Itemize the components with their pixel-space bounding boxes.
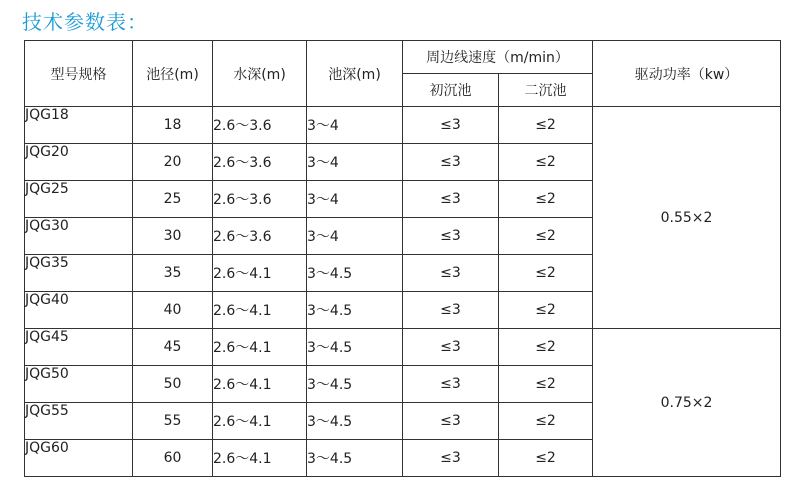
diameter-cell: 18: [133, 107, 213, 144]
diameter-cell: 35: [133, 255, 213, 292]
water-depth-cell: 2.6～4.1: [213, 292, 307, 329]
water-depth-cell: 2.6～4.1: [213, 440, 307, 477]
diameter-cell: 30: [133, 218, 213, 255]
power-cell: 0.75×2: [593, 329, 781, 477]
pool-depth-cell: 3～4: [307, 218, 403, 255]
primary-speed-cell: ≤3: [403, 144, 499, 181]
model-cell: JQG60: [25, 440, 133, 477]
diameter-cell: 40: [133, 292, 213, 329]
pool-depth-cell: 3～4.5: [307, 329, 403, 366]
model-cell: JQG55: [25, 403, 133, 440]
diameter-cell: 50: [133, 366, 213, 403]
table-row: [25, 107, 781, 144]
diameter-cell: 45: [133, 329, 213, 366]
pool-depth-cell: 3～4: [307, 181, 403, 218]
power-cell: 0.55×2: [593, 107, 781, 329]
header-pool-depth: 池深(m): [307, 41, 403, 107]
secondary-speed-cell: ≤2: [499, 329, 593, 366]
header-primary: 初沉池: [403, 74, 499, 107]
water-depth-cell: 2.6～3.6: [213, 181, 307, 218]
secondary-speed-cell: ≤2: [499, 144, 593, 181]
secondary-speed-cell: ≤2: [499, 255, 593, 292]
primary-speed-cell: ≤3: [403, 403, 499, 440]
pool-depth-cell: 3～4.5: [307, 292, 403, 329]
header-water-depth: 水深(m): [213, 41, 307, 107]
diameter-cell: 55: [133, 403, 213, 440]
water-depth-cell: 2.6～3.6: [213, 144, 307, 181]
model-cell: JQG25: [25, 181, 133, 218]
header-model: 型号规格: [25, 41, 133, 107]
water-depth-cell: 2.6～3.6: [213, 218, 307, 255]
primary-speed-cell: ≤3: [403, 440, 499, 477]
header-row: [25, 41, 781, 74]
model-cell: JQG20: [25, 144, 133, 181]
spec-table: [24, 40, 781, 477]
primary-speed-cell: ≤3: [403, 181, 499, 218]
water-depth-cell: 2.6～3.6: [213, 107, 307, 144]
water-depth-cell: 2.6～4.1: [213, 255, 307, 292]
primary-speed-cell: ≤3: [403, 255, 499, 292]
header-speed-group: 周边线速度（m/min）: [403, 41, 593, 74]
water-depth-cell: 2.6～4.1: [213, 329, 307, 366]
model-cell: JQG35: [25, 255, 133, 292]
pool-depth-cell: 3～4: [307, 107, 403, 144]
model-cell: JQG18: [25, 107, 133, 144]
pool-depth-cell: 3～4: [307, 144, 403, 181]
diameter-cell: 20: [133, 144, 213, 181]
model-cell: JQG50: [25, 366, 133, 403]
diameter-cell: 25: [133, 181, 213, 218]
secondary-speed-cell: ≤2: [499, 366, 593, 403]
diameter-cell: 60: [133, 440, 213, 477]
model-cell: JQG45: [25, 329, 133, 366]
page-title: 技术参数表：: [22, 10, 148, 34]
table-row: [25, 329, 781, 366]
pool-depth-cell: 3～4.5: [307, 255, 403, 292]
primary-speed-cell: ≤3: [403, 292, 499, 329]
water-depth-cell: 2.6～4.1: [213, 403, 307, 440]
primary-speed-cell: ≤3: [403, 329, 499, 366]
header-secondary: 二沉池: [499, 74, 593, 107]
secondary-speed-cell: ≤2: [499, 440, 593, 477]
pool-depth-cell: 3～4.5: [307, 403, 403, 440]
secondary-speed-cell: ≤2: [499, 292, 593, 329]
primary-speed-cell: ≤3: [403, 218, 499, 255]
pool-depth-cell: 3～4.5: [307, 366, 403, 403]
spec-table-body: [25, 107, 781, 477]
secondary-speed-cell: ≤2: [499, 403, 593, 440]
pool-depth-cell: 3～4.5: [307, 440, 403, 477]
header-diameter: 池径(m): [133, 41, 213, 107]
model-cell: JQG30: [25, 218, 133, 255]
secondary-speed-cell: ≤2: [499, 181, 593, 218]
secondary-speed-cell: ≤2: [499, 107, 593, 144]
water-depth-cell: 2.6～4.1: [213, 366, 307, 403]
primary-speed-cell: ≤3: [403, 366, 499, 403]
header-power: 驱动功率（kw）: [593, 41, 781, 107]
secondary-speed-cell: ≤2: [499, 218, 593, 255]
model-cell: JQG40: [25, 292, 133, 329]
primary-speed-cell: ≤3: [403, 107, 499, 144]
